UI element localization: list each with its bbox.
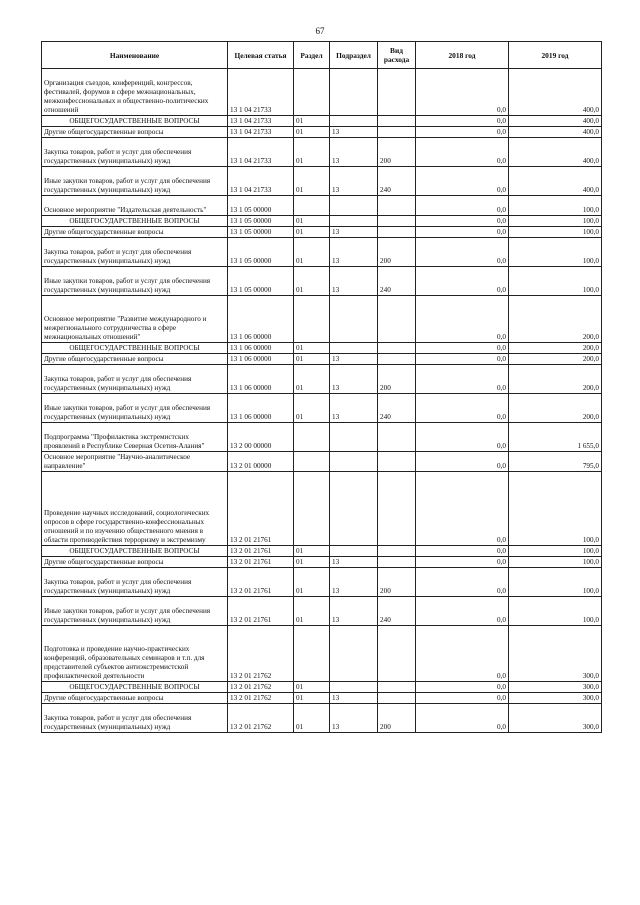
cell-section [294,452,330,472]
cell-amount-2018: 0,0 [416,216,509,227]
cell-name: ОБЩЕГОСУДАРСТВЕННЫЕ ВОПРОСЫ [42,116,228,127]
cell-amount-2018: 0,0 [416,546,509,557]
cell-subsection: 13 [330,693,378,704]
table-row [42,216,602,227]
cell-section: 01 [294,682,330,693]
cell-section: 01 [294,227,330,238]
cell-section: 01 [294,557,330,568]
cell-expense-type: 200 [378,365,416,394]
cell-name: Другие общегосударственные вопросы [42,693,228,704]
table-row [42,69,602,116]
cell-subsection: 13 [330,138,378,167]
cell-name: Иные закупки товаров, работ и услуг для обеспечения государственных (муниципальных) нужд [42,597,228,626]
cell-amount-2018: 0,0 [416,296,509,343]
cell-subsection [330,343,378,354]
cell-expense-type [378,354,416,365]
cell-expense-type [378,127,416,138]
cell-expense-type [378,296,416,343]
cell-section: 01 [294,216,330,227]
cell-target-article: 13 1 06 00000 [228,296,294,343]
cell-amount-2019: 200,0 [509,296,602,343]
cell-expense-type [378,423,416,452]
cell-expense-type: 200 [378,138,416,167]
cell-amount-2018: 0,0 [416,343,509,354]
cell-section [294,472,330,546]
cell-section [294,69,330,116]
table-row [42,704,602,733]
cell-section: 01 [294,138,330,167]
table-header-row [42,42,602,69]
table-row [42,546,602,557]
cell-subsection: 13 [330,557,378,568]
table-row [42,472,602,546]
cell-name: ОБЩЕГОСУДАРСТВЕННЫЕ ВОПРОСЫ [42,343,228,354]
cell-subsection [330,296,378,343]
cell-amount-2019: 200,0 [509,394,602,423]
cell-expense-type [378,546,416,557]
cell-section: 01 [294,127,330,138]
budget-table [41,41,602,733]
cell-expense-type [378,216,416,227]
table-row [42,127,602,138]
cell-expense-type: 200 [378,704,416,733]
cell-subsection [330,472,378,546]
table-row [42,227,602,238]
page-number: 67 [315,26,325,36]
cell-section: 01 [294,704,330,733]
table-row [42,167,602,196]
cell-section: 01 [294,343,330,354]
table-row [42,354,602,365]
cell-section: 01 [294,365,330,394]
cell-amount-2018: 0,0 [416,472,509,546]
cell-amount-2019: 100,0 [509,196,602,216]
cell-amount-2019: 300,0 [509,704,602,733]
cell-amount-2019: 400,0 [509,138,602,167]
cell-subsection [330,69,378,116]
table-row [42,138,602,167]
header-year-2019: 2019 год [509,42,602,69]
header-name: Наименование [42,42,228,69]
cell-section [294,196,330,216]
cell-amount-2018: 0,0 [416,568,509,597]
cell-subsection [330,682,378,693]
cell-subsection: 13 [330,238,378,267]
cell-amount-2018: 0,0 [416,167,509,196]
cell-target-article: 13 1 04 21733 [228,127,294,138]
table-body [42,69,602,733]
cell-expense-type: 240 [378,597,416,626]
cell-amount-2018: 0,0 [416,394,509,423]
cell-amount-2019: 100,0 [509,557,602,568]
cell-amount-2018: 0,0 [416,452,509,472]
cell-expense-type [378,69,416,116]
cell-amount-2019: 1 655,0 [509,423,602,452]
cell-amount-2019: 100,0 [509,238,602,267]
cell-target-article: 13 1 04 21733 [228,69,294,116]
cell-target-article: 13 2 01 00000 [228,452,294,472]
table-row [42,343,602,354]
cell-amount-2019: 100,0 [509,546,602,557]
cell-amount-2019: 400,0 [509,167,602,196]
table-row [42,238,602,267]
cell-name: Подпрограмма "Профилактика экстремистских проявлений в Республике Северная Осетия-Алания" [42,423,228,452]
cell-subsection: 13 [330,267,378,296]
cell-expense-type [378,116,416,127]
cell-amount-2019: 300,0 [509,626,602,682]
cell-target-article: 13 1 05 00000 [228,216,294,227]
cell-section: 01 [294,267,330,296]
cell-expense-type [378,472,416,546]
table-row [42,423,602,452]
header-year-2018: 2018 год [416,42,509,69]
cell-subsection [330,116,378,127]
cell-subsection [330,196,378,216]
cell-name: Другие общегосударственные вопросы [42,354,228,365]
cell-target-article: 13 1 06 00000 [228,394,294,423]
cell-amount-2018: 0,0 [416,354,509,365]
cell-target-article: 13 2 01 21762 [228,682,294,693]
cell-subsection: 13 [330,394,378,423]
cell-subsection [330,626,378,682]
cell-target-article: 13 2 01 21761 [228,597,294,626]
cell-expense-type [378,452,416,472]
cell-amount-2018: 0,0 [416,557,509,568]
cell-subsection [330,216,378,227]
cell-section: 01 [294,693,330,704]
cell-amount-2019: 400,0 [509,69,602,116]
cell-amount-2018: 0,0 [416,704,509,733]
cell-target-article: 13 2 01 21762 [228,693,294,704]
table-row [42,597,602,626]
cell-name: Проведение научных исследований, социологических опросов в сфере государственно-конфессиональных отношений и по изучению общественного мнения в области противодействия терроризму и экстремизму [42,472,228,546]
cell-expense-type [378,682,416,693]
table-row [42,267,602,296]
cell-amount-2018: 0,0 [416,693,509,704]
cell-subsection: 13 [330,227,378,238]
header-expense-type: Вид расхода [378,42,416,69]
table-row [42,693,602,704]
cell-name: Закупка товаров, работ и услуг для обеспечения государственных (муниципальных) нужд [42,365,228,394]
table-row [42,557,602,568]
header-section: Раздел [294,42,330,69]
cell-name: Закупка товаров, работ и услуг для обеспечения государственных (муниципальных) нужд [42,138,228,167]
cell-section: 01 [294,546,330,557]
cell-name: ОБЩЕГОСУДАРСТВЕННЫЕ ВОПРОСЫ [42,682,228,693]
cell-target-article: 13 1 04 21733 [228,138,294,167]
cell-name: Основное мероприятие "Развитие международного и межрегионального сотрудничества в сфере межнациональных отношений" [42,296,228,343]
cell-amount-2018: 0,0 [416,227,509,238]
cell-amount-2019: 100,0 [509,568,602,597]
cell-amount-2019: 795,0 [509,452,602,472]
cell-section: 01 [294,597,330,626]
cell-amount-2018: 0,0 [416,682,509,693]
cell-expense-type: 200 [378,238,416,267]
cell-amount-2018: 0,0 [416,423,509,452]
header-target-article: Целевая статья [228,42,294,69]
cell-expense-type [378,693,416,704]
table-row [42,196,602,216]
cell-amount-2019: 200,0 [509,343,602,354]
cell-amount-2019: 300,0 [509,682,602,693]
table-row [42,116,602,127]
cell-expense-type: 240 [378,267,416,296]
cell-target-article: 13 1 05 00000 [228,227,294,238]
table-row [42,682,602,693]
cell-amount-2018: 0,0 [416,116,509,127]
cell-amount-2018: 0,0 [416,267,509,296]
cell-amount-2018: 0,0 [416,365,509,394]
cell-name: Закупка товаров, работ и услуг для обеспечения государственных (муниципальных) нужд [42,238,228,267]
cell-amount-2018: 0,0 [416,138,509,167]
cell-expense-type: 240 [378,394,416,423]
cell-section [294,296,330,343]
cell-amount-2018: 0,0 [416,626,509,682]
cell-expense-type: 200 [378,568,416,597]
cell-subsection [330,452,378,472]
cell-amount-2018: 0,0 [416,196,509,216]
cell-amount-2019: 200,0 [509,354,602,365]
cell-amount-2019: 400,0 [509,116,602,127]
cell-target-article: 13 1 04 21733 [228,116,294,127]
cell-amount-2019: 100,0 [509,227,602,238]
cell-name: Иные закупки товаров, работ и услуг для обеспечения государственных (муниципальных) нужд [42,267,228,296]
cell-name: Закупка товаров, работ и услуг для обеспечения государственных (муниципальных) нужд [42,568,228,597]
cell-amount-2018: 0,0 [416,127,509,138]
cell-subsection: 13 [330,568,378,597]
cell-expense-type [378,343,416,354]
cell-target-article: 13 1 04 21733 [228,167,294,196]
cell-amount-2019: 400,0 [509,127,602,138]
cell-name: ОБЩЕГОСУДАРСТВЕННЫЕ ВОПРОСЫ [42,546,228,557]
cell-section: 01 [294,238,330,267]
cell-expense-type [378,626,416,682]
cell-target-article: 13 2 01 21761 [228,557,294,568]
cell-subsection: 13 [330,167,378,196]
cell-name: Подготовка и проведение научно-практических конференций, образовательных семинаров и т.п. для представителей субъектов антиэкстремистской профилактической деятельности [42,626,228,682]
cell-expense-type: 240 [378,167,416,196]
cell-name: Другие общегосударственные вопросы [42,227,228,238]
cell-name: Другие общегосударственные вопросы [42,127,228,138]
table-row [42,568,602,597]
cell-section [294,423,330,452]
cell-section: 01 [294,394,330,423]
cell-name: Другие общегосударственные вопросы [42,557,228,568]
cell-target-article: 13 1 06 00000 [228,354,294,365]
cell-target-article: 13 2 01 21762 [228,626,294,682]
cell-expense-type [378,196,416,216]
table-row [42,452,602,472]
cell-name: Иные закупки товаров, работ и услуг для обеспечения государственных (муниципальных) нужд [42,167,228,196]
cell-amount-2019: 100,0 [509,216,602,227]
cell-name: Закупка товаров, работ и услуг для обеспечения государственных (муниципальных) нужд [42,704,228,733]
cell-amount-2018: 0,0 [416,238,509,267]
cell-name: ОБЩЕГОСУДАРСТВЕННЫЕ ВОПРОСЫ [42,216,228,227]
cell-section [294,626,330,682]
table-row [42,296,602,343]
cell-target-article: 13 2 01 21762 [228,704,294,733]
cell-amount-2019: 100,0 [509,472,602,546]
table-row [42,626,602,682]
cell-subsection [330,546,378,557]
cell-section: 01 [294,116,330,127]
cell-amount-2019: 300,0 [509,693,602,704]
cell-amount-2018: 0,0 [416,597,509,626]
cell-target-article: 13 1 05 00000 [228,196,294,216]
cell-target-article: 13 2 01 21761 [228,472,294,546]
cell-amount-2019: 100,0 [509,597,602,626]
cell-subsection: 13 [330,365,378,394]
cell-name: Иные закупки товаров, работ и услуг для обеспечения государственных (муниципальных) нужд [42,394,228,423]
cell-amount-2019: 100,0 [509,267,602,296]
cell-name: Основное мероприятие "Издательская деятельность" [42,196,228,216]
cell-amount-2019: 200,0 [509,365,602,394]
cell-target-article: 13 2 00 00000 [228,423,294,452]
cell-subsection: 13 [330,127,378,138]
cell-subsection [330,423,378,452]
cell-target-article: 13 1 05 00000 [228,238,294,267]
cell-section: 01 [294,167,330,196]
cell-subsection: 13 [330,354,378,365]
cell-section: 01 [294,354,330,365]
header-subsection: Подраздел [330,42,378,69]
cell-name: Организация съездов, конференций, конгрессов, фестивалей, форумов в сфере межнациональных, межконфессиональных и общественно-политических отношений [42,69,228,116]
cell-target-article: 13 2 01 21761 [228,546,294,557]
cell-name: Основное мероприятие "Научно-аналитическое направление" [42,452,228,472]
cell-subsection: 13 [330,597,378,626]
cell-expense-type [378,227,416,238]
cell-section: 01 [294,568,330,597]
cell-amount-2018: 0,0 [416,69,509,116]
cell-subsection: 13 [330,704,378,733]
table-row [42,394,602,423]
cell-target-article: 13 1 06 00000 [228,343,294,354]
table-row [42,365,602,394]
cell-target-article: 13 1 05 00000 [228,267,294,296]
cell-expense-type [378,557,416,568]
cell-target-article: 13 1 06 00000 [228,365,294,394]
cell-target-article: 13 2 01 21761 [228,568,294,597]
